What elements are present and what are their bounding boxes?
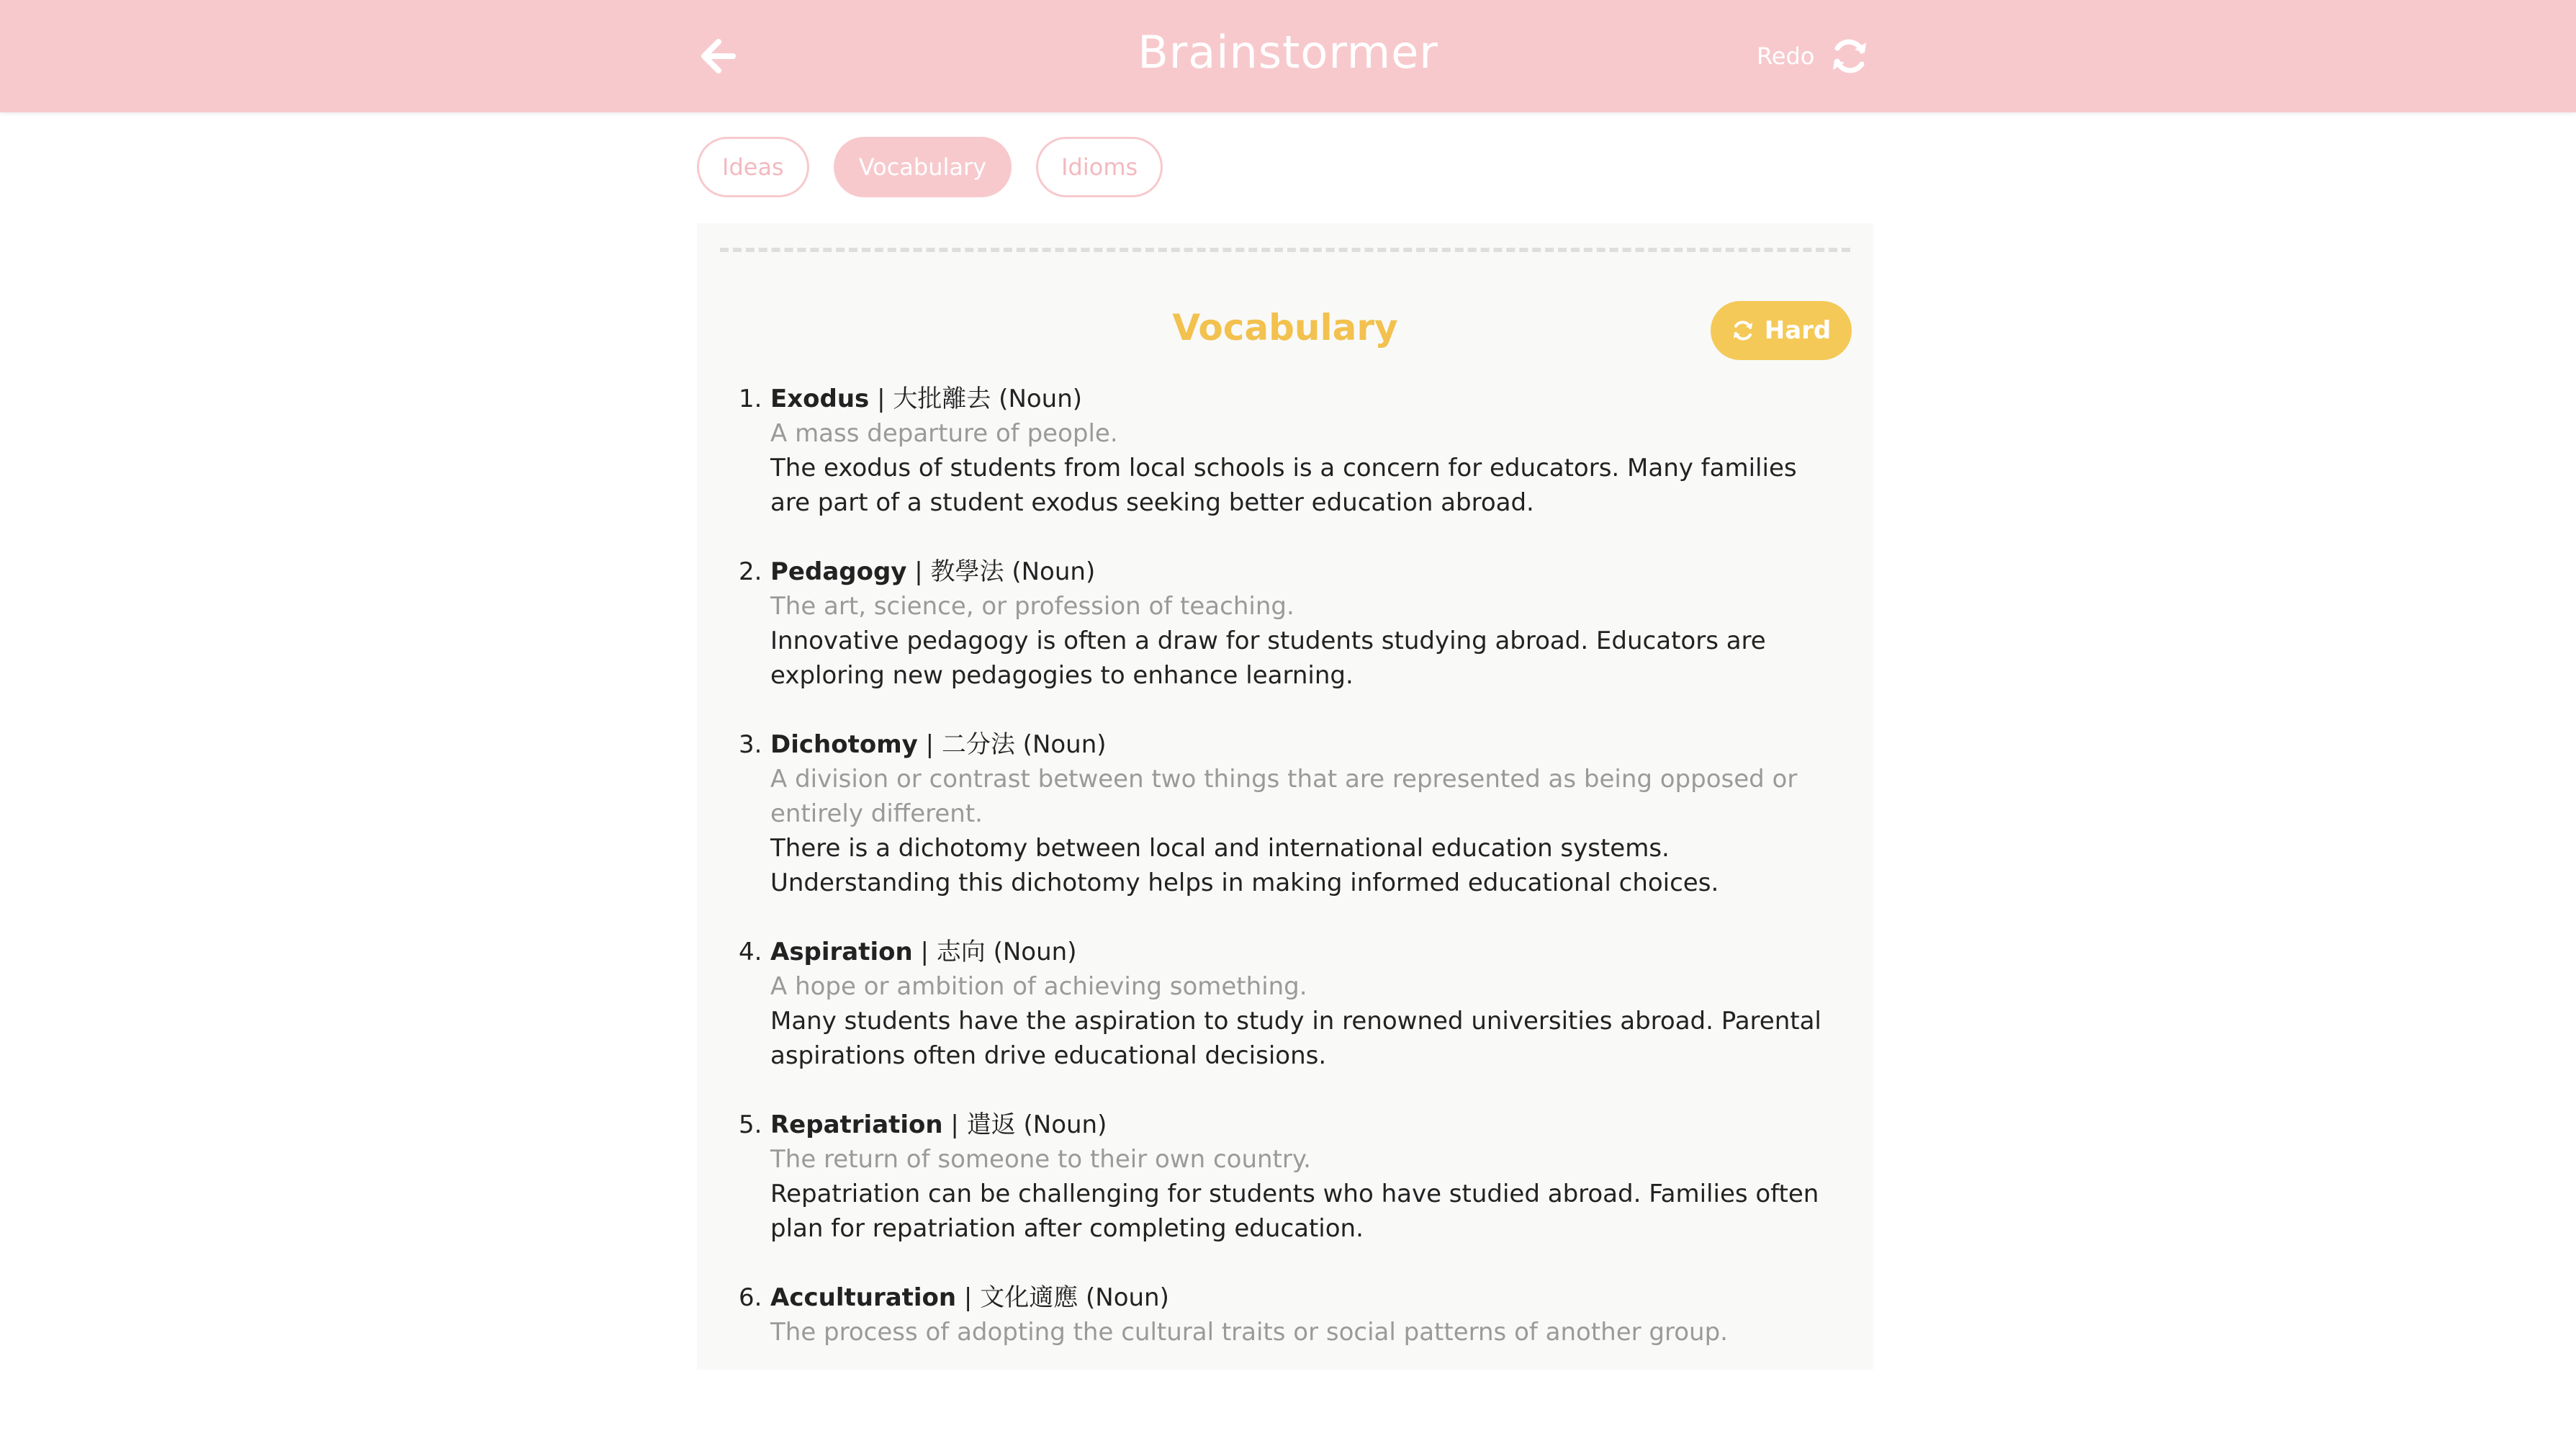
dashed-divider (720, 248, 1850, 252)
vocab-example: Repatriation can be challenging for students who have studied abroad. Families often plan for repatriation after completing education. (770, 1180, 1819, 1243)
vocabulary-list (739, 382, 1836, 1370)
top-bar (0, 0, 2576, 112)
vocabulary-card (697, 223, 1873, 1370)
list-item (739, 727, 1836, 900)
tab-vocabulary[interactable]: Vocabulary (834, 137, 1012, 197)
vocab-definition: A hope or ambition of achieving something. (770, 972, 1307, 1001)
vocab-example: Innovative pedagogy is often a draw for students studying abroad. Educators are exploring new pedagogies to enhance learning. (770, 627, 1766, 690)
vocab-word: Aspiration (770, 938, 913, 966)
vocab-definition: The art, science, or profession of teaching. (770, 592, 1294, 621)
vocab-definition: A division or contrast between two things that are represented as being opposed or entirely different. (770, 765, 1798, 828)
vocab-meta: | 教學法 (Noun) (906, 557, 1096, 586)
item-number: 2. (739, 557, 762, 586)
vocab-definition: A mass departure of people. (770, 419, 1118, 448)
card-title: Vocabulary (1172, 307, 1398, 349)
item-number: 3. (739, 730, 762, 759)
vocab-word: Dichotomy (770, 730, 918, 759)
item-number: 4. (739, 938, 762, 966)
vocab-definition: The process of adopting the cultural traits or social patterns of another group. (770, 1318, 1728, 1347)
difficulty-button[interactable] (1711, 301, 1852, 360)
list-item (739, 935, 1836, 1073)
list-item (739, 382, 1836, 520)
vocab-word: Pedagogy (770, 557, 907, 586)
vocab-word: Exodus (770, 385, 870, 413)
redo-label: Redo (1757, 42, 1815, 70)
redo-button[interactable] (1757, 35, 1870, 78)
item-number: 1. (739, 385, 762, 413)
vocab-word: Repatriation (770, 1110, 943, 1139)
tab-ideas[interactable]: Ideas (697, 137, 809, 197)
difficulty-label: Hard (1764, 316, 1832, 345)
vocab-meta: | 大批離去 (Noun) (869, 385, 1083, 413)
tab-idioms[interactable]: Idioms (1036, 137, 1163, 197)
vocab-meta: | 文化適應 (Noun) (956, 1283, 1169, 1312)
list-item (739, 1280, 1836, 1350)
vocab-word: Acculturation (770, 1283, 957, 1312)
refresh-icon (1829, 35, 1870, 77)
vocab-example: The exodus of students from local schools is a concern for educators. Many families are part of a student exodus seeking better education abroad. (770, 454, 1797, 517)
list-item (739, 1108, 1836, 1246)
vocab-meta: | 遣返 (Noun) (942, 1110, 1107, 1139)
vocab-meta: | 二分法 (Noun) (917, 730, 1107, 759)
vocab-definition: The return of someone to their own country. (770, 1145, 1311, 1174)
item-number: 5. (739, 1110, 762, 1139)
vocab-meta: | 志向 (Noun) (912, 938, 1077, 966)
tab-bar (697, 137, 1163, 197)
vocab-example: Many students have the aspiration to study in renowned universities abroad. Parental aspirations often drive educational decisions. (770, 1007, 1821, 1070)
app-title: Brainstormer (1138, 26, 1438, 78)
list-item (739, 554, 1836, 693)
item-number: 6. (739, 1283, 762, 1312)
refresh-icon (1731, 319, 1755, 342)
vocab-example: There is a dichotomy between local and international education systems. Understanding this dichotomy helps in making informed educational choices. (770, 834, 1719, 897)
